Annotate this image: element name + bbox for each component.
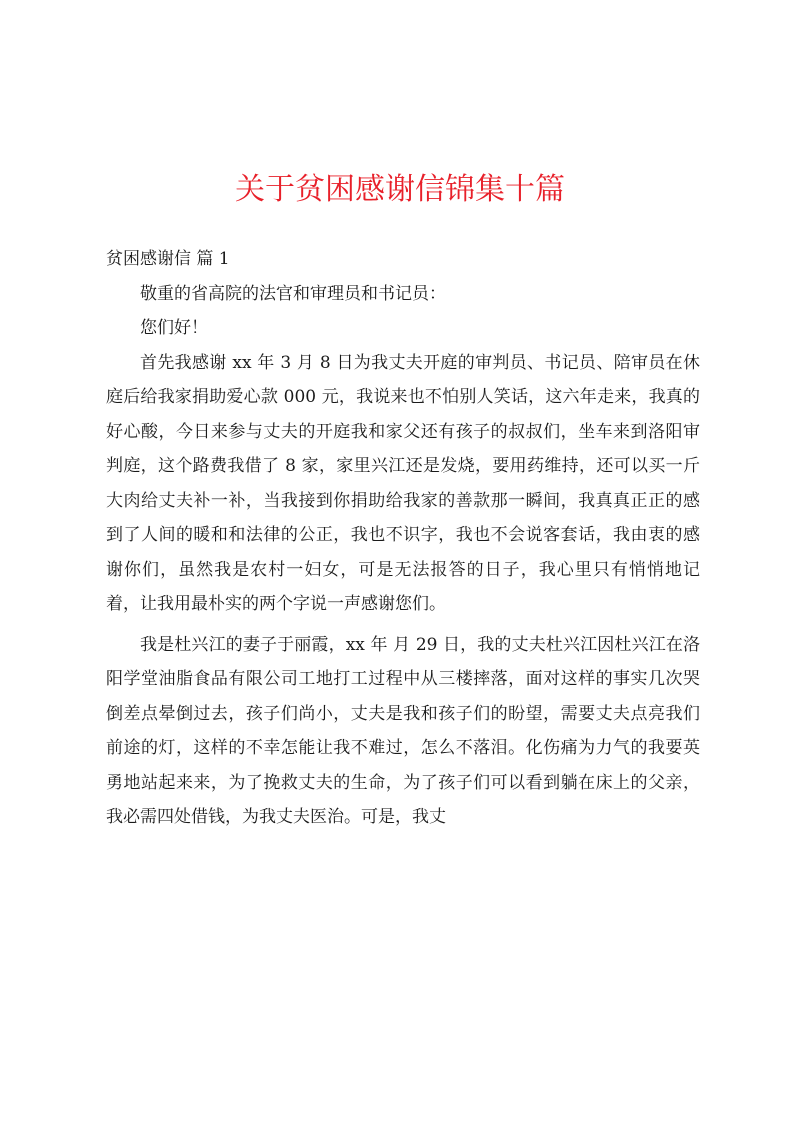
section-heading: 贫困感谢信 篇 1 (106, 249, 230, 269)
paragraph: 我是杜兴江的妻子于丽霞，xx 年 月 29 日，我的丈夫杜兴江因杜兴江在洛阳学堂油脂食品有限公司工地打工过程中从三楼摔落，面对这样的事实几次哭倒差点晕倒过去，孩子们尚小，丈夫是我和孩子们的盼望，需要丈夫点亮我们前途的灯，这样的不幸怎能让我不难过，怎么不落泪。化伤痛为力气的我要英勇地站起来来，为了挽救丈夫的生命，为了孩子们可以看到躺在床上的父亲，我必需四处借钱，为我丈夫医治。可是，我丈 (106, 634, 700, 827)
document-title: 关于贫困感谢信锦集十篇 (235, 172, 565, 207)
greeting: 您们好！ (140, 318, 208, 338)
paragraph: 首先我感谢 xx 年 3 月 8 日为我丈夫开庭的审判员、书记员、陪审员在休庭后给我家捐助爱心款 000 元，我说来也不怕别人笑话，这六年走来，我真的好心酸，今日来参与丈夫的开庭我和家父还有孩子的叔叔们，坐车来到洛阳审判庭，这个路费我借了 8 家，家里兴江还是发烧，要用药维持，还可以买一斤大肉给丈夫补一补，当我接到你捐助给我家的善款那一瞬间，我真真正正的感到了人间的暖和和法律的公正，我也不识字，我也不会说客套话，我由衷的感谢你们，虽然我是农村一妇女，可是无法报答的日子，我心里只有悄悄地记着，让我用最朴实的两个字说一声感谢您们。 (106, 352, 700, 614)
salutation: 敬重的省高院的法官和审理员和书记员： (140, 283, 446, 304)
document-body (106, 242, 700, 835)
